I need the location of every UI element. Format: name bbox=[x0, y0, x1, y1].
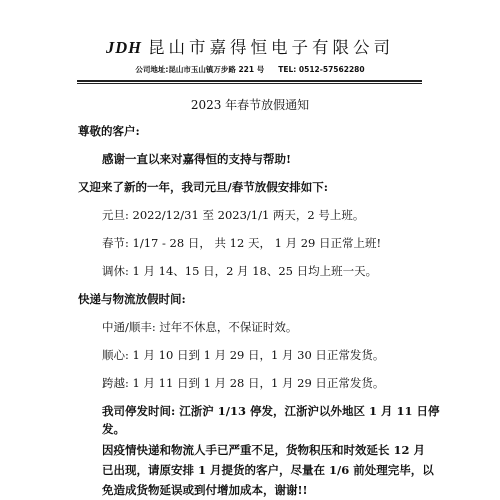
holiday-spring-festival: 春节: 1/17 - 28 日， 共 12 天， 1 月 29 日正常上班! bbox=[102, 236, 382, 250]
company-address: 公司地址:昆山市玉山镇万步路 221 号 bbox=[135, 65, 265, 74]
company-logo: JDH bbox=[106, 38, 142, 57]
holiday-makeup-workdays: 调休: 1 月 14、15 日，2 月 18、25 日均上班一天。 bbox=[102, 264, 378, 278]
epidemic-notice-line-3: 免造成货物延误或到付增加成本，谢谢!! bbox=[102, 483, 308, 497]
stop-shipping-line-1: 我司停发时间: 江浙沪 1/13 停发，江浙沪以外地区 1 月 11 日停 bbox=[102, 404, 440, 418]
company-name: 昆山市嘉得恒电子有限公司 bbox=[148, 38, 394, 57]
logistics-zto-sf: 中通/顺丰: 过年不休息，不保证时效。 bbox=[102, 320, 298, 334]
thanks-line: 感谢一直以来对嘉得恒的支持与帮助! bbox=[102, 152, 292, 166]
salutation: 尊敬的客户: bbox=[78, 124, 140, 138]
letterhead-divider-thick bbox=[77, 80, 422, 82]
holiday-new-year: 元旦: 2022/12/31 至 2023/1/1 两天，2 号上班。 bbox=[102, 208, 365, 222]
epidemic-notice-line-2: 已出现，请原安排 1 月提货的客户，尽量在 1/6 前处理完毕，以 bbox=[102, 463, 434, 477]
schedule-intro: 又迎来了新的一年，我司元旦/春节放假安排如下: bbox=[78, 180, 328, 194]
letterhead-divider-thin bbox=[77, 83, 422, 84]
logistics-shunxin: 顺心: 1 月 10 日到 1 月 29 日，1 月 30 日正常发货。 bbox=[102, 348, 385, 362]
logistics-heading: 快递与物流放假时间: bbox=[78, 292, 186, 306]
company-address-line bbox=[0, 64, 500, 75]
logistics-kuayue: 跨越: 1 月 11 日到 1 月 28 日，1 月 29 日正常发货。 bbox=[102, 376, 385, 390]
notice-title: 2023 年春节放假通知 bbox=[190, 98, 310, 112]
company-phone: TEL: 0512-57562280 bbox=[278, 65, 365, 74]
letterhead bbox=[0, 34, 500, 58]
stop-shipping-line-2: 发。 bbox=[102, 422, 125, 436]
epidemic-notice-line-1: 因疫情快递和物流人手已严重不足，货物积压和时效延长 12 月 bbox=[102, 443, 426, 457]
